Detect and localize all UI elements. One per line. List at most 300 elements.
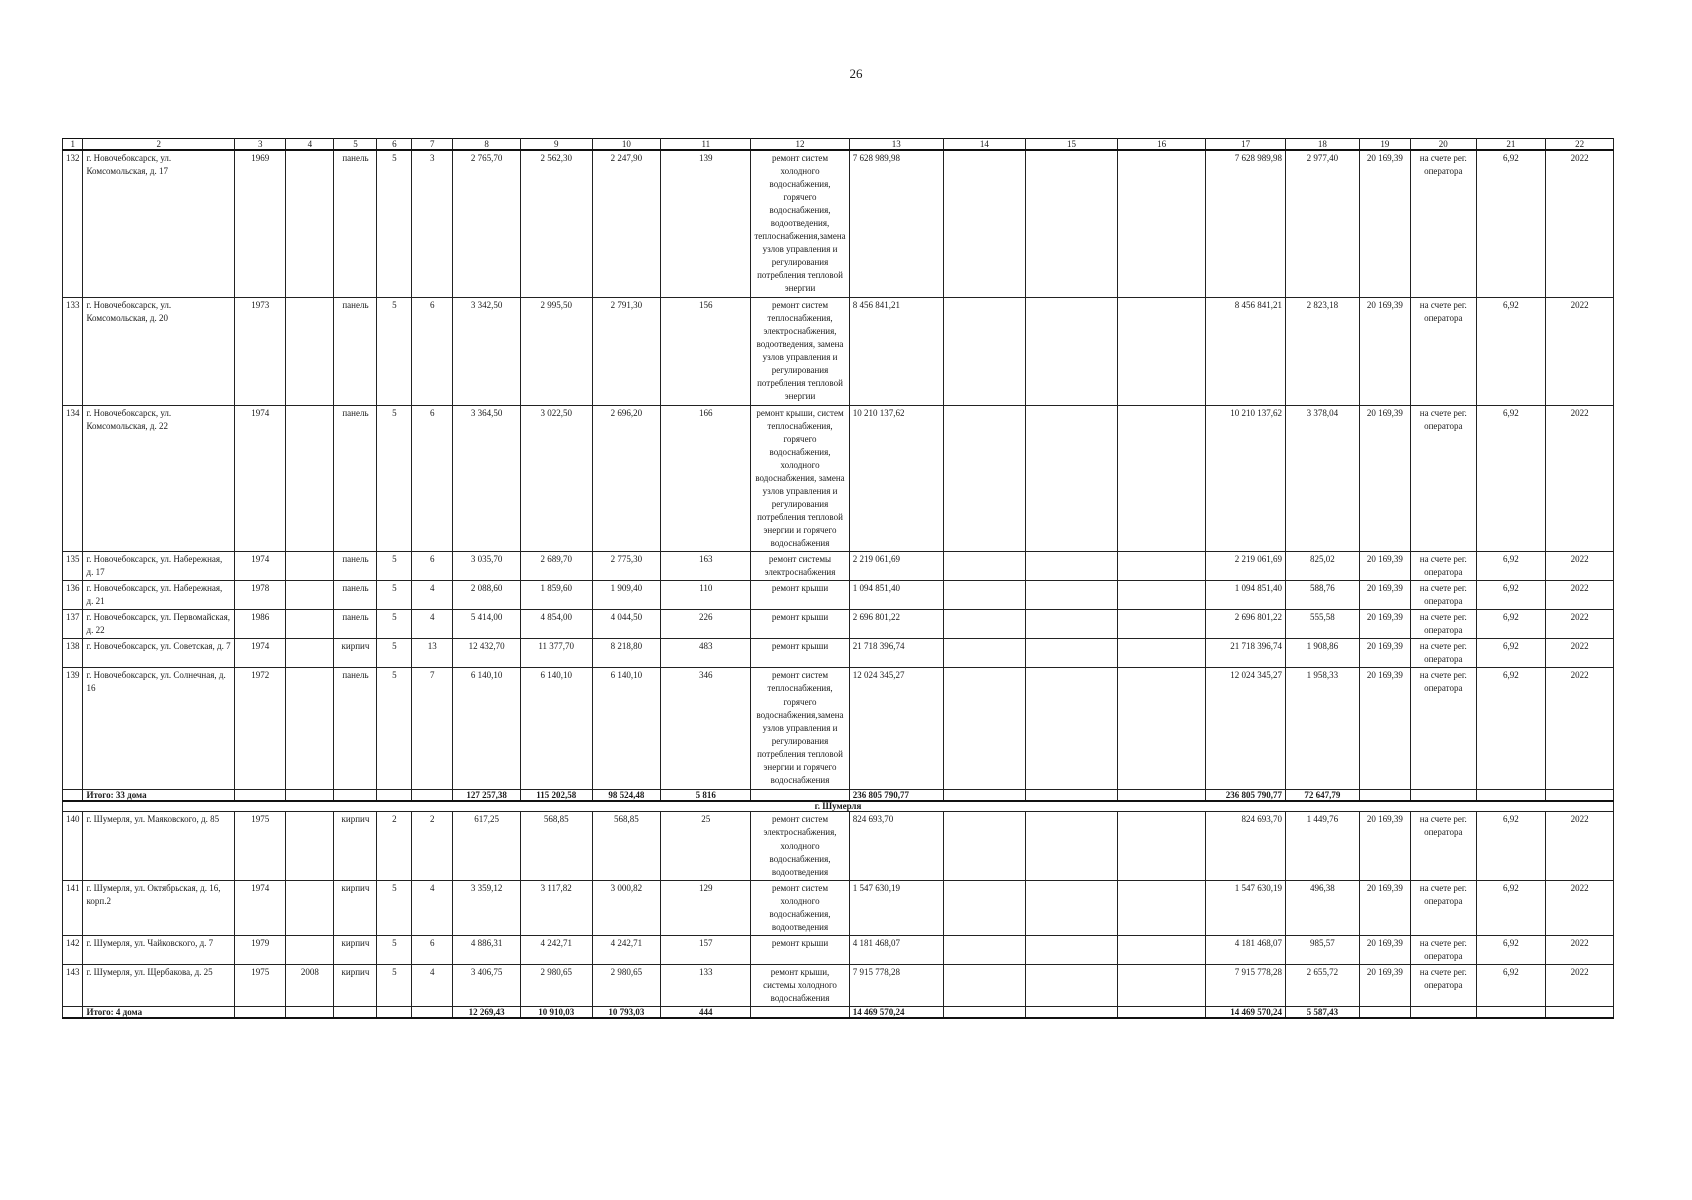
col15-cell: [1025, 552, 1117, 581]
col16-cell: [1118, 405, 1206, 552]
living-area-cell: 4 044,50: [592, 610, 661, 639]
rate-cell: 6,92: [1476, 935, 1546, 964]
total-area_all: 10 910,03: [520, 1007, 592, 1019]
col16-cell: [1118, 552, 1206, 581]
unit-cost-cell: 588,76: [1286, 581, 1360, 610]
floors-cell: 5: [377, 935, 412, 964]
table-row: [63, 150, 1614, 297]
limit-cost-cell: 20 169,39: [1359, 405, 1410, 552]
premises-area-cell: 3 117,82: [520, 880, 592, 935]
total-cost-cell: 1 547 630,19: [1206, 880, 1286, 935]
year-built-cell: 1986: [235, 610, 286, 639]
row-number: 143: [63, 964, 83, 1006]
residents-cell: 110: [661, 581, 751, 610]
limit-cost-cell: 20 169,39: [1359, 581, 1410, 610]
address-cell: г. Шумерля, ул. Щербакова, д. 25: [83, 964, 235, 1006]
table-row: [63, 581, 1614, 610]
living-area-cell: 568,85: [592, 812, 661, 880]
wall-material-cell: панель: [334, 668, 377, 790]
total-empty-cell: [1025, 790, 1117, 802]
total-area-cell: 3 364,50: [453, 405, 521, 552]
address-cell: г. Новочебоксарск, ул. Комсомольская, д. 17: [83, 150, 235, 297]
limit-cost-cell: 20 169,39: [1359, 297, 1410, 405]
total-empty-cell: [377, 790, 412, 802]
year-renovated-cell: [286, 552, 334, 581]
rate-cell: 6,92: [1476, 610, 1546, 639]
total-area-cell: 617,25: [453, 812, 521, 880]
col16-cell: [1118, 964, 1206, 1006]
cost-cell: 12 024 345,27: [849, 668, 943, 790]
total-unit_cost: 72 647,79: [1286, 790, 1360, 802]
total-residents: 444: [661, 1007, 751, 1019]
total-empty-cell: [1546, 790, 1614, 802]
column-number-17: 17: [1206, 139, 1286, 151]
table-row: [63, 668, 1614, 790]
cost-cell: 4 181 468,07: [849, 935, 943, 964]
cost-cell: 824 693,70: [849, 812, 943, 880]
limit-cost-cell: 20 169,39: [1359, 964, 1410, 1006]
unit-cost-cell: 2 823,18: [1286, 297, 1360, 405]
unit-cost-cell: 3 378,04: [1286, 405, 1360, 552]
total-row: [63, 1007, 1614, 1019]
residents-cell: 166: [661, 405, 751, 552]
col15-cell: [1025, 639, 1117, 668]
unit-cost-cell: 985,57: [1286, 935, 1360, 964]
rate-cell: 6,92: [1476, 880, 1546, 935]
year-built-cell: 1975: [235, 812, 286, 880]
premises-area-cell: 2 689,70: [520, 552, 592, 581]
unit-cost-cell: 1 958,33: [1286, 668, 1360, 790]
col14-cell: [943, 964, 1025, 1006]
fund-method-cell: на счете рег. оператора: [1411, 964, 1477, 1006]
total-empty-cell: [334, 790, 377, 802]
unit-cost-cell: 555,58: [1286, 610, 1360, 639]
residents-cell: 139: [661, 150, 751, 297]
limit-cost-cell: 20 169,39: [1359, 935, 1410, 964]
col16-cell: [1118, 610, 1206, 639]
total-cost-cell: 1 094 851,40: [1206, 581, 1286, 610]
fund-method-cell: на счете рег. оператора: [1411, 610, 1477, 639]
year-built-cell: 1972: [235, 668, 286, 790]
cost-cell: 10 210 137,62: [849, 405, 943, 552]
table-row: [63, 405, 1614, 552]
total-cost-cell: 2 696 801,22: [1206, 610, 1286, 639]
year-built-cell: 1979: [235, 935, 286, 964]
limit-cost-cell: 20 169,39: [1359, 880, 1410, 935]
total-empty-cell: [286, 790, 334, 802]
works-cell: ремонт систем холодного водоснабжения, горячего водоснабжения, водоотведения, теплоснабжения,замена узлов управления и регулирования потребления тепловой энергии: [751, 150, 849, 297]
plan-year-cell: 2022: [1546, 668, 1614, 790]
living-area-cell: 2 247,90: [592, 150, 661, 297]
total-cost-cell: 824 693,70: [1206, 812, 1286, 880]
plan-year-cell: 2022: [1546, 150, 1614, 297]
works-cell: ремонт систем электроснабжения, холодного водоснабжения, водоотведения: [751, 812, 849, 880]
column-number-11: 11: [661, 139, 751, 151]
premises-area-cell: 6 140,10: [520, 668, 592, 790]
col16-cell: [1118, 812, 1206, 880]
living-area-cell: 2 775,30: [592, 552, 661, 581]
col14-cell: [943, 297, 1025, 405]
cost-cell: 2 219 061,69: [849, 552, 943, 581]
rate-cell: 6,92: [1476, 812, 1546, 880]
rate-cell: 6,92: [1476, 964, 1546, 1006]
column-number-14: 14: [943, 139, 1025, 151]
entrances-cell: 6: [412, 552, 453, 581]
fund-method-cell: на счете рег. оператора: [1411, 297, 1477, 405]
col15-cell: [1025, 581, 1117, 610]
floors-cell: 5: [377, 964, 412, 1006]
plan-year-cell: 2022: [1546, 935, 1614, 964]
plan-year-cell: 2022: [1546, 610, 1614, 639]
wall-material-cell: кирпич: [334, 935, 377, 964]
wall-material-cell: панель: [334, 297, 377, 405]
total-area_living: 10 793,03: [592, 1007, 661, 1019]
total-empty-cell: [334, 1007, 377, 1019]
column-number-22: 22: [1546, 139, 1614, 151]
col15-cell: [1025, 610, 1117, 639]
plan-year-cell: 2022: [1546, 964, 1614, 1006]
column-number-2: 2: [83, 139, 235, 151]
row-number: 134: [63, 405, 83, 552]
total-empty-cell: [1359, 1007, 1410, 1019]
works-cell: ремонт крыши: [751, 581, 849, 610]
total-empty-cell: [63, 1007, 83, 1019]
col14-cell: [943, 668, 1025, 790]
total-empty-cell: [1411, 1007, 1477, 1019]
living-area-cell: 2 696,20: [592, 405, 661, 552]
column-number-8: 8: [453, 139, 521, 151]
floors-cell: 5: [377, 552, 412, 581]
year-built-cell: 1975: [235, 964, 286, 1006]
cost-cell: 2 696 801,22: [849, 610, 943, 639]
column-number-6: 6: [377, 139, 412, 151]
wall-material-cell: кирпич: [334, 964, 377, 1006]
premises-area-cell: 2 562,30: [520, 150, 592, 297]
col16-cell: [1118, 935, 1206, 964]
total-area-cell: 3 342,50: [453, 297, 521, 405]
total-area-cell: 12 432,70: [453, 639, 521, 668]
plan-year-cell: 2022: [1546, 639, 1614, 668]
plan-year-cell: 2022: [1546, 812, 1614, 880]
total-empty-cell: [1359, 790, 1410, 802]
col14-cell: [943, 880, 1025, 935]
residents-cell: 163: [661, 552, 751, 581]
floors-cell: 5: [377, 581, 412, 610]
column-number-10: 10: [592, 139, 661, 151]
fund-method-cell: на счете рег. оператора: [1411, 405, 1477, 552]
table-row: [63, 610, 1614, 639]
column-number-9: 9: [520, 139, 592, 151]
wall-material-cell: кирпич: [334, 880, 377, 935]
entrances-cell: 4: [412, 964, 453, 1006]
col15-cell: [1025, 668, 1117, 790]
total-area-cell: 3 359,12: [453, 880, 521, 935]
residents-cell: 25: [661, 812, 751, 880]
row-number: 138: [63, 639, 83, 668]
column-number-5: 5: [334, 139, 377, 151]
col14-cell: [943, 610, 1025, 639]
premises-area-cell: 1 859,60: [520, 581, 592, 610]
works-cell: ремонт крыши, систем теплоснабжения, горячего водоснабжения, холодного водоснабжения, замена узлов управления и регулирования потребления тепловой энергии и горячего водоснабжения: [751, 405, 849, 552]
city-heading: г. Шумерля: [63, 801, 1614, 812]
address-cell: г. Шумерля, ул. Чайковского, д. 7: [83, 935, 235, 964]
address-cell: г. Новочебоксарск, ул. Первомайская, д. 22: [83, 610, 235, 639]
unit-cost-cell: 825,02: [1286, 552, 1360, 581]
living-area-cell: 1 909,40: [592, 581, 661, 610]
year-built-cell: 1973: [235, 297, 286, 405]
residents-cell: 156: [661, 297, 751, 405]
premises-area-cell: 2 995,50: [520, 297, 592, 405]
wall-material-cell: панель: [334, 581, 377, 610]
wall-material-cell: панель: [334, 610, 377, 639]
cost-cell: 7 915 778,28: [849, 964, 943, 1006]
total-cost-cell: 10 210 137,62: [1206, 405, 1286, 552]
fund-method-cell: на счете рег. оператора: [1411, 880, 1477, 935]
col16-cell: [1118, 150, 1206, 297]
page-number: 26: [849, 66, 863, 81]
rate-cell: 6,92: [1476, 150, 1546, 297]
col16-cell: [1118, 639, 1206, 668]
total-area_total: 12 269,43: [453, 1007, 521, 1019]
living-area-cell: 4 242,71: [592, 935, 661, 964]
col14-cell: [943, 405, 1025, 552]
total-cost-cell: 4 181 468,07: [1206, 935, 1286, 964]
col15-cell: [1025, 964, 1117, 1006]
entrances-cell: 6: [412, 935, 453, 964]
col15-cell: [1025, 812, 1117, 880]
plan-year-cell: 2022: [1546, 297, 1614, 405]
table-row: [63, 880, 1614, 935]
row-number: 140: [63, 812, 83, 880]
col15-cell: [1025, 405, 1117, 552]
limit-cost-cell: 20 169,39: [1359, 812, 1410, 880]
total-empty-cell: [943, 790, 1025, 802]
total-area-cell: 2 765,70: [453, 150, 521, 297]
rate-cell: 6,92: [1476, 639, 1546, 668]
wall-material-cell: панель: [334, 150, 377, 297]
limit-cost-cell: 20 169,39: [1359, 668, 1410, 790]
floors-cell: 5: [377, 639, 412, 668]
total-cost-cell: 21 718 396,74: [1206, 639, 1286, 668]
row-number: 135: [63, 552, 83, 581]
total-cost-cell: 12 024 345,27: [1206, 668, 1286, 790]
address-cell: г. Новочебоксарск, ул. Комсомольская, д. 20: [83, 297, 235, 405]
limit-cost-cell: 20 169,39: [1359, 639, 1410, 668]
rate-cell: 6,92: [1476, 668, 1546, 790]
premises-area-cell: 4 854,00: [520, 610, 592, 639]
total-area_all: 115 202,58: [520, 790, 592, 802]
total-empty-cell: [751, 790, 849, 802]
floors-cell: 5: [377, 297, 412, 405]
year-renovated-cell: [286, 405, 334, 552]
fund-method-cell: на счете рег. оператора: [1411, 581, 1477, 610]
premises-area-cell: 11 377,70: [520, 639, 592, 668]
premises-area-cell: 4 242,71: [520, 935, 592, 964]
limit-cost-cell: 20 169,39: [1359, 150, 1410, 297]
fund-method-cell: на счете рег. оператора: [1411, 812, 1477, 880]
entrances-cell: 7: [412, 668, 453, 790]
row-number: 132: [63, 150, 83, 297]
works-cell: ремонт систем теплоснабжения, электроснабжения, водоотведения, замена узлов управления и регулирования потребления тепловой энергии: [751, 297, 849, 405]
total-residents: 5 816: [661, 790, 751, 802]
total-unit_cost: 5 587,43: [1286, 1007, 1360, 1019]
column-number-18: 18: [1286, 139, 1360, 151]
entrances-cell: 2: [412, 812, 453, 880]
entrances-cell: 4: [412, 610, 453, 639]
column-number-15: 15: [1025, 139, 1117, 151]
address-cell: г. Новочебоксарск, ул. Солнечная, д. 16: [83, 668, 235, 790]
residents-cell: 483: [661, 639, 751, 668]
table-row: [63, 552, 1614, 581]
col15-cell: [1025, 935, 1117, 964]
living-area-cell: 2 791,30: [592, 297, 661, 405]
living-area-cell: 3 000,82: [592, 880, 661, 935]
works-cell: ремонт крыши: [751, 639, 849, 668]
year-built-cell: 1974: [235, 880, 286, 935]
cost-cell: 21 718 396,74: [849, 639, 943, 668]
plan-year-cell: 2022: [1546, 552, 1614, 581]
column-number-20: 20: [1411, 139, 1477, 151]
col16-cell: [1118, 880, 1206, 935]
total-empty-cell: [1411, 790, 1477, 802]
table-row: [63, 964, 1614, 1006]
total-empty-cell: [1546, 1007, 1614, 1019]
plan-year-cell: 2022: [1546, 581, 1614, 610]
column-number-19: 19: [1359, 139, 1410, 151]
address-cell: г. Шумерля, ул. Октябрьская, д. 16, корп.2: [83, 880, 235, 935]
living-area-cell: 8 218,80: [592, 639, 661, 668]
unit-cost-cell: 496,38: [1286, 880, 1360, 935]
plan-year-cell: 2022: [1546, 405, 1614, 552]
residents-cell: 346: [661, 668, 751, 790]
col16-cell: [1118, 668, 1206, 790]
unit-cost-cell: 1 449,76: [1286, 812, 1360, 880]
total-empty-cell: [286, 1007, 334, 1019]
rate-cell: 6,92: [1476, 297, 1546, 405]
total-empty-cell: [1118, 1007, 1206, 1019]
total-area-cell: 4 886,31: [453, 935, 521, 964]
total-row: [63, 790, 1614, 802]
total-empty-cell: [1476, 1007, 1546, 1019]
year-renovated-cell: 2008: [286, 964, 334, 1006]
table-row: [63, 935, 1614, 964]
year-built-cell: 1974: [235, 405, 286, 552]
works-cell: ремонт системы электроснабжения: [751, 552, 849, 581]
living-area-cell: 6 140,10: [592, 668, 661, 790]
total-area_total: 127 257,38: [453, 790, 521, 802]
total-area-cell: 3 406,75: [453, 964, 521, 1006]
col15-cell: [1025, 880, 1117, 935]
limit-cost-cell: 20 169,39: [1359, 610, 1410, 639]
total-cost-cell: 8 456 841,21: [1206, 297, 1286, 405]
column-number-row: [63, 139, 1614, 151]
total-area-cell: 6 140,10: [453, 668, 521, 790]
column-number-21: 21: [1476, 139, 1546, 151]
works-cell: ремонт крыши: [751, 610, 849, 639]
floors-cell: 5: [377, 610, 412, 639]
residents-cell: 133: [661, 964, 751, 1006]
row-number: 141: [63, 880, 83, 935]
total-empty-cell: [63, 790, 83, 802]
col14-cell: [943, 935, 1025, 964]
limit-cost-cell: 20 169,39: [1359, 552, 1410, 581]
table-row: [63, 297, 1614, 405]
year-built-cell: 1978: [235, 581, 286, 610]
table-row: [63, 639, 1614, 668]
address-cell: г. Новочебоксарск, ул. Комсомольская, д. 22: [83, 405, 235, 552]
column-number-3: 3: [235, 139, 286, 151]
year-renovated-cell: [286, 935, 334, 964]
total-area_living: 98 524,48: [592, 790, 661, 802]
premises-area-cell: 568,85: [520, 812, 592, 880]
col16-cell: [1118, 581, 1206, 610]
total-empty-cell: [412, 1007, 453, 1019]
column-number-7: 7: [412, 139, 453, 151]
works-cell: ремонт систем теплоснабжения, горячего водоснабжения,замена узлов управления и регулирования потребления тепловой энергии и горячего водоснабжения: [751, 668, 849, 790]
rate-cell: 6,92: [1476, 552, 1546, 581]
column-number-16: 16: [1118, 139, 1206, 151]
row-number: 136: [63, 581, 83, 610]
total-empty-cell: [412, 790, 453, 802]
year-renovated-cell: [286, 150, 334, 297]
wall-material-cell: кирпич: [334, 639, 377, 668]
entrances-cell: 4: [412, 581, 453, 610]
col14-cell: [943, 812, 1025, 880]
floors-cell: 5: [377, 405, 412, 552]
column-number-4: 4: [286, 139, 334, 151]
total-area-cell: 5 414,00: [453, 610, 521, 639]
total-label: Итого: 33 дома: [83, 790, 235, 802]
total-empty-cell: [943, 1007, 1025, 1019]
total-cost-cell: 7 628 989,98: [1206, 150, 1286, 297]
wall-material-cell: панель: [334, 552, 377, 581]
floors-cell: 5: [377, 880, 412, 935]
rate-cell: 6,92: [1476, 405, 1546, 552]
column-number-12: 12: [751, 139, 849, 151]
col16-cell: [1118, 297, 1206, 405]
city-heading-row: [63, 801, 1614, 812]
year-built-cell: 1969: [235, 150, 286, 297]
unit-cost-cell: 1 908,86: [1286, 639, 1360, 668]
col15-cell: [1025, 150, 1117, 297]
fund-method-cell: на счете рег. оператора: [1411, 935, 1477, 964]
row-number: 142: [63, 935, 83, 964]
row-number: 137: [63, 610, 83, 639]
column-number-13: 13: [849, 139, 943, 151]
col14-cell: [943, 150, 1025, 297]
total-area-cell: 3 035,70: [453, 552, 521, 581]
total-cost_total: 236 805 790,77: [1206, 790, 1286, 802]
capital-repair-table: [62, 138, 1614, 1019]
entrances-cell: 6: [412, 405, 453, 552]
year-built-cell: 1974: [235, 639, 286, 668]
total-empty-cell: [1025, 1007, 1117, 1019]
year-renovated-cell: [286, 668, 334, 790]
works-cell: ремонт крыши, системы холодного водоснабжения: [751, 964, 849, 1006]
total-cost_total: 14 469 570,24: [1206, 1007, 1286, 1019]
floors-cell: 5: [377, 150, 412, 297]
year-renovated-cell: [286, 610, 334, 639]
row-number: 133: [63, 297, 83, 405]
cost-cell: 7 628 989,98: [849, 150, 943, 297]
year-renovated-cell: [286, 581, 334, 610]
total-empty-cell: [1118, 790, 1206, 802]
year-renovated-cell: [286, 297, 334, 405]
premises-area-cell: 3 022,50: [520, 405, 592, 552]
total-label: Итого: 4 дома: [83, 1007, 235, 1019]
entrances-cell: 13: [412, 639, 453, 668]
works-cell: ремонт крыши: [751, 935, 849, 964]
